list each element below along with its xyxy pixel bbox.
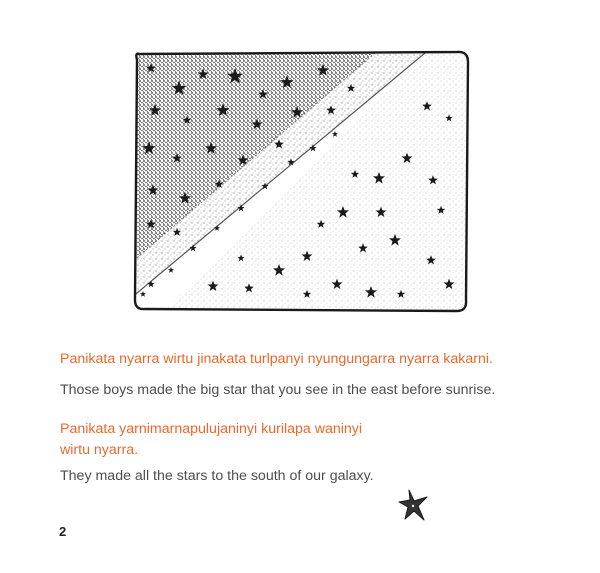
paragraph-2-language-line-1: Panikata yarnimarnapulujaninyi kurilapa waninyi xyxy=(60,421,363,437)
night-sky-icon xyxy=(131,48,471,314)
star-icon xyxy=(396,486,436,526)
star-sky-illustration xyxy=(131,48,471,314)
paragraph-1-english: Those boys made the big star that you see in the east before sunrise. xyxy=(60,382,496,398)
paragraph-2-language xyxy=(60,419,362,461)
paragraph-1-language: Panikata nyarra wirtu jinakata turlpanyi nyungungarra nyarra kakarni. xyxy=(60,351,493,367)
paragraph-2-language-line-2: wirtu nyarra. xyxy=(60,442,139,458)
page-number: 2 xyxy=(59,524,67,539)
paragraph-2-english: They made all the stars to the south of our galaxy. xyxy=(60,468,374,484)
